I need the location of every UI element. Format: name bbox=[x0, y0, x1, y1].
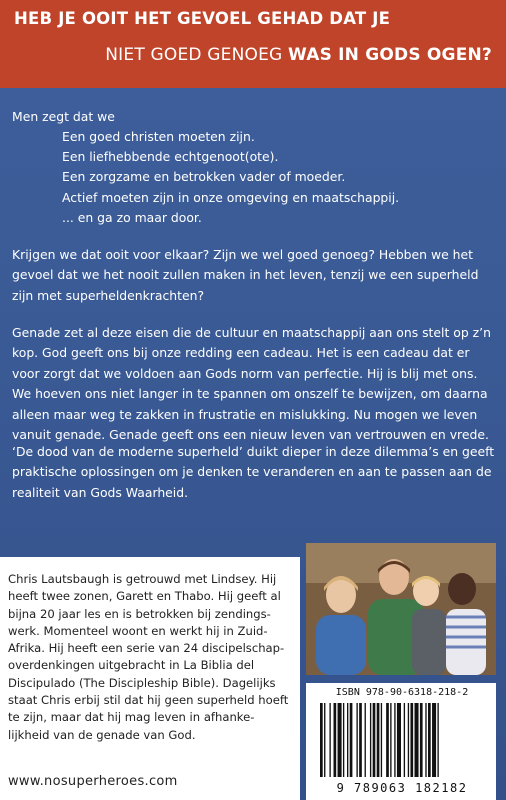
barcode-bar bbox=[338, 703, 342, 777]
barcode-bar bbox=[390, 703, 391, 777]
barcode-bar bbox=[397, 703, 401, 777]
intro-item: Een liefhebbende echtgenoot(ote). bbox=[62, 149, 279, 165]
paragraph-2: Genade zet al deze eisen die de cultuur en maatschappij aan ons stelt op z’n kop. God geeft ons bij onze redding een cadeau. Het is een cadeau dat er voor zorgt dat we voldoen aan Gods norm van perfectie. Hij is blij met ons. We hoeven ons niet langer in te spannen om onszelf te bewijzen, om daarna alleen maar weg te zakken in frustratie en mislukking. Nu mogen we leven vanuit genade. Genade geeft ons een nieuw leven van vertrouwen en vrede. bbox=[12, 325, 491, 443]
barcode-bar bbox=[386, 703, 389, 777]
barcode-bar bbox=[334, 703, 337, 777]
barcode-bar bbox=[343, 703, 344, 777]
barcode-bar bbox=[432, 703, 436, 777]
barcode-bar bbox=[420, 703, 423, 777]
website-link[interactable]: www.nosuperheroes.com bbox=[8, 774, 178, 789]
intro-list bbox=[62, 127, 399, 228]
barcode-bar bbox=[350, 703, 353, 777]
intro-lead bbox=[12, 107, 115, 127]
barcode-bar bbox=[324, 703, 325, 777]
barcode-bar bbox=[410, 703, 413, 777]
banner-line-1: HEB JE OOIT HET GEVOEL GEHAD DAT JE bbox=[14, 9, 391, 28]
barcode-bar bbox=[394, 703, 395, 777]
paragraph-3: ‘De dood van de moderne superheld’ duikt dieper in deze dilemma’s en geeft praktische oplossingen om je denken te veranderen en aan te passen aan de realiteit van Gods Waarheid. bbox=[12, 444, 495, 500]
barcode-bar bbox=[365, 703, 366, 777]
barcode-bar bbox=[347, 703, 348, 777]
barcode-bar bbox=[329, 703, 330, 777]
intro-item: Actief moeten zijn in onze omgeving en maatschappij. bbox=[62, 189, 400, 205]
banner-line-2-bold: WAS IN GODS OGEN? bbox=[288, 45, 492, 65]
banner-line-2 bbox=[105, 45, 492, 65]
barcode-bar bbox=[359, 703, 362, 777]
barcode-bar bbox=[356, 703, 357, 777]
family-photo-image bbox=[306, 543, 496, 675]
barcode-bar bbox=[404, 703, 405, 777]
paragraph-1: Krijgen we dat ooit voor elkaar? Zijn we wel goed genoeg? Hebben we het gevoel dat we het nooit zullen maken in het leven, tenzij we een superheld zijn met superheldenkrachten? bbox=[12, 247, 479, 303]
barcode-bar bbox=[437, 703, 438, 777]
barcode-bar bbox=[370, 703, 371, 777]
top-banner bbox=[0, 0, 506, 88]
barcode-digits: 9 789063 182182 bbox=[336, 781, 468, 795]
author-bio-text: Chris Lautsbaugh is getrouwd met Lindsey. Hij heeft twee zonen, Garett en Thabo. Hij geeft al bijna 20 jaar les en is betrokken bij zendings-werk. Momenteel woont en werkt hij in Zuid-Afrika. Hij heeft een serie van 24 discipelschap-overdenkingen uitgebracht in La Biblia del Discipulado (The Discipleship Bible). Dagelijks staat Chris erbij stil dat hij geen superheld hoeft te zijn, maar dat hij mag leven in afhanke-lijkheid van de genade van God. bbox=[8, 572, 289, 742]
barcode-bar bbox=[415, 703, 419, 777]
banner-line-2-regular: NIET GOED GENOEG bbox=[105, 45, 289, 65]
intro-item: Een zorgzame en betrokken vader of moeder. bbox=[62, 169, 346, 185]
barcode-bar bbox=[320, 703, 323, 777]
barcode-bar bbox=[373, 703, 376, 777]
intro-item: ... en ga zo maar door. bbox=[62, 209, 202, 225]
author-family-photo bbox=[306, 543, 496, 675]
isbn-label: ISBN 978-90-6318-218-2 bbox=[335, 687, 469, 698]
barcode-bar bbox=[381, 703, 382, 777]
intro-item: Een goed christen moeten zijn. bbox=[62, 129, 255, 144]
barcode-bar bbox=[425, 703, 426, 777]
intro-lead-text: Men zegt dat we bbox=[12, 109, 115, 124]
barcode-bar bbox=[428, 703, 431, 777]
barcode-bar bbox=[377, 703, 380, 777]
barcode-bar bbox=[408, 703, 409, 777]
